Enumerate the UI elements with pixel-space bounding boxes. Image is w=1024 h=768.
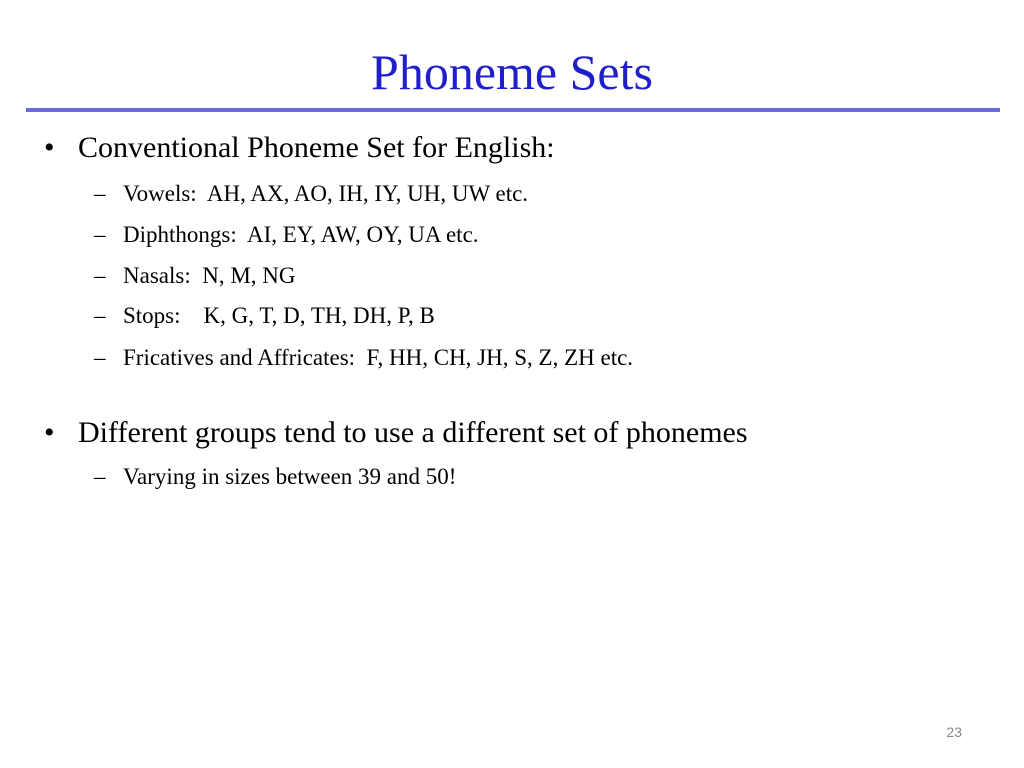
dash-marker: – (94, 181, 106, 206)
dash-marker: – (94, 222, 106, 247)
bullet-item (44, 415, 748, 451)
sub-bullet-item (94, 262, 296, 290)
dash-marker: – (94, 303, 106, 328)
dash-marker: – (94, 464, 106, 489)
bullet-text: Conventional Phoneme Set for English: (78, 131, 555, 164)
bullet-marker: • (44, 131, 55, 164)
sub-bullet-text: Varying in sizes between 39 and 50! (123, 464, 457, 489)
bullet-item (44, 130, 555, 166)
sub-bullet-text: Stops: K, G, T, D, TH, DH, P, B (123, 303, 435, 328)
sub-bullet-item (94, 344, 633, 372)
sub-bullet-text: Nasals: N, M, NG (123, 263, 296, 288)
page-number: 23 (946, 724, 962, 740)
sub-bullet-item (94, 463, 456, 491)
slide-title: Phoneme Sets (371, 44, 653, 100)
sub-bullet-text: Vowels: AH, AX, AO, IH, IY, UH, UW etc. (123, 181, 529, 206)
sub-bullet-text: Diphthongs: AI, EY, AW, OY, UA etc. (123, 222, 479, 247)
sub-bullet-item (94, 180, 528, 208)
sub-bullet-item (94, 302, 435, 330)
sub-bullet-text: Fricatives and Affricates: F, HH, CH, JH, S, Z, ZH etc. (123, 345, 634, 370)
bullet-marker: • (44, 416, 55, 449)
dash-marker: – (94, 263, 106, 288)
dash-marker: – (94, 345, 106, 370)
bullet-text: Different groups tend to use a different set of phonemes (78, 416, 748, 449)
sub-bullet-item (94, 221, 479, 249)
